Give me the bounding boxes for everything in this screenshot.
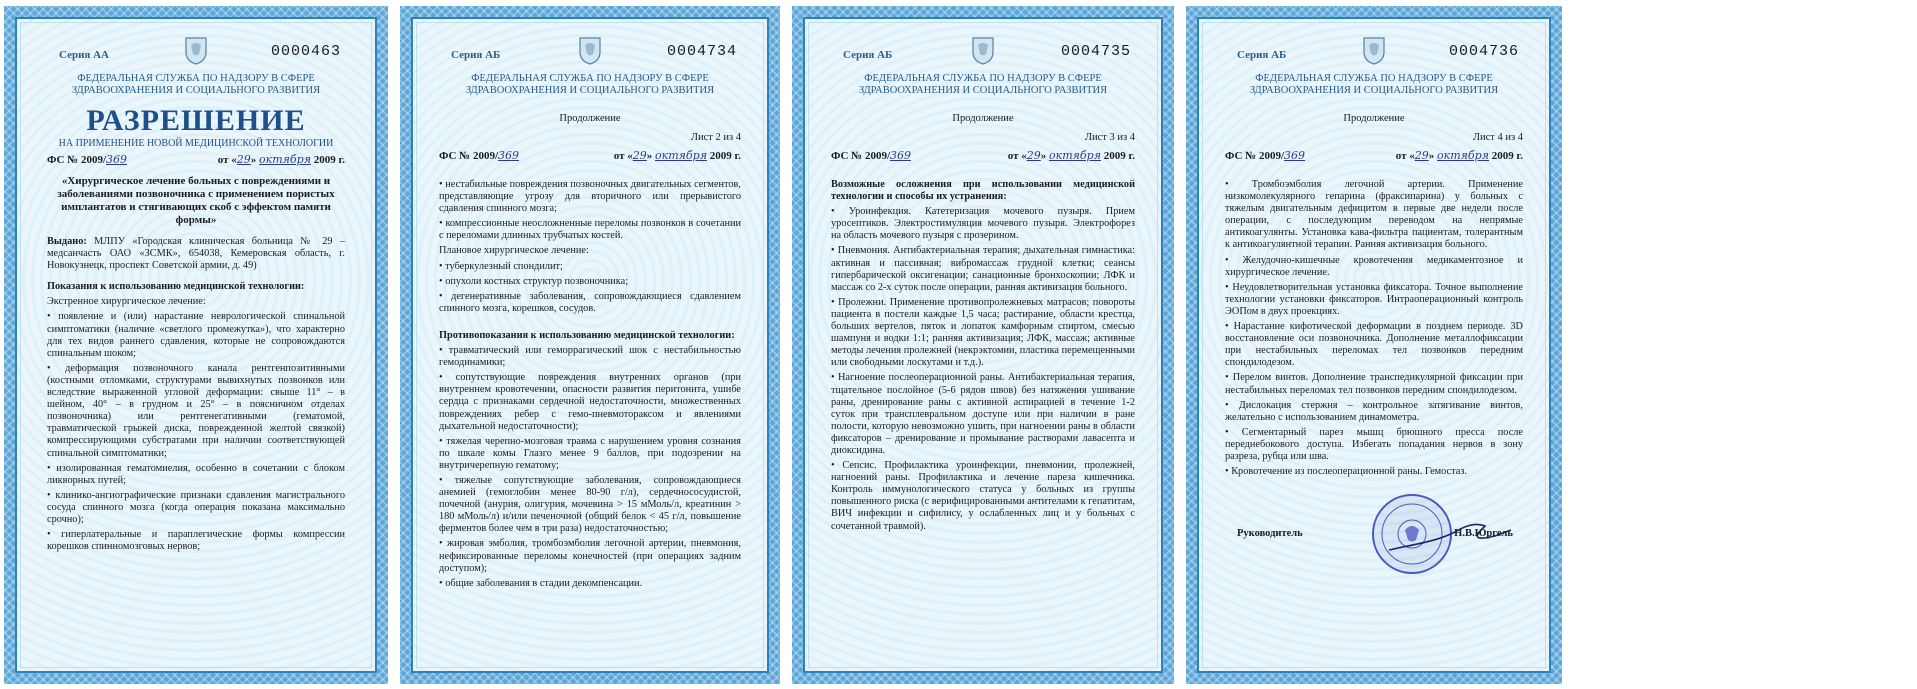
fs-number-handwritten: 369	[498, 149, 520, 162]
registration-line	[439, 149, 741, 165]
registration-line	[47, 153, 345, 169]
date-quote: »	[646, 150, 653, 162]
permit-sheet-2	[400, 6, 780, 684]
series-label: Серия АБ	[1237, 49, 1287, 61]
list-item: • Сегментарный парез мышц брюшного пресса после переднебокового доступа. Избегать попадания нервов в зону разреза, рубца или шва.	[1225, 427, 1523, 463]
form-number: 0004736	[1448, 43, 1519, 60]
list-item: • Нагноение послеоперационной раны. Антибактериальная терапия, тщательное послойное (5-6 рядов швов) без натяжения ушивание раны, дренирование раны с активной аспирацией в течение 1-2 суток при трансплевральном доступе или при наличии в ране полости, которую невозможно ушить, при нагноении раны в области фиксаторов – дренирование и промывание растворами лавасепта и диоксидина.	[831, 372, 1135, 457]
contraindications-title: Противопоказания к использованию медицинской технологии:	[439, 329, 735, 341]
date-day: 29	[1026, 149, 1041, 162]
coat-of-arms-icon	[183, 35, 209, 65]
list-item: • Кровотечение из послеоперационной раны. Гемостаз.	[1225, 466, 1523, 478]
list-item: • нестабильные повреждения позвоночных двигательных сегментов, представляющие угрозу для вторичного или прерывистого сдавления спинного мозга;	[439, 179, 741, 215]
date-month: октября	[655, 149, 707, 162]
permit-sheet-3	[792, 6, 1174, 684]
list-item: • тяжелые сопутствующие заболевания, сопровождающиеся анемией (гемоглобин менее 80-90 г/л), сердечнососудистой, почечной (анурия, олигурия, мочевина > 15 мМоль/л, креатинин > 180 мМоль/л) и/или печеночной (общий белок < 45 г/л, повышение ферментов более чем в три раза) недостаточностью;	[439, 475, 741, 535]
agency-name-line-2: ЗДРАВООХРАНЕНИЯ И СОЦИАЛЬНОГО РАЗВИТИЯ	[465, 85, 715, 96]
date-year: 2009 г.	[1103, 150, 1135, 162]
list-item: • опухоли костных структур позвоночника;	[439, 276, 741, 288]
list-item: • клинико-ангиографические признаки сдавления магистрального сосуда спинного мозга (когда операция показана максимально срочно);	[47, 490, 345, 526]
permit-sheet-1	[4, 6, 388, 684]
emergency-label: Экстренное хирургическое лечение:	[47, 296, 206, 308]
signer-name: Н.В.Юргель	[1454, 528, 1513, 540]
fs-prefix: ФС № 2009/	[831, 150, 891, 162]
date-month: октября	[259, 153, 311, 166]
coat-of-arms-icon	[970, 35, 996, 65]
form-number: 0000463	[270, 43, 341, 60]
fs-prefix: ФС № 2009/	[47, 154, 107, 166]
sheet-number: Лист 4 из 4	[1472, 132, 1523, 143]
continuation-label: Продолжение	[1343, 113, 1405, 124]
list-item: • Неудовлетворительная установка фиксатора. Точное выполнение технологии установки фиксаторов. Интраоперационный контроль ЭОПом в двух проекциях.	[1225, 282, 1523, 318]
date-day: 29	[236, 153, 251, 166]
coat-of-arms-icon	[577, 35, 603, 65]
date-quote: »	[1428, 150, 1435, 162]
list-item: • травматический или геморрагический шок с нестабильностью гемодинамики;	[439, 345, 741, 369]
form-number: 0004734	[666, 43, 737, 60]
issued-label: Выдано:	[47, 236, 87, 247]
list-item: • гиперлатеральные и параплегические формы компрессии корешков спинномозговых нервов;	[47, 529, 345, 553]
list-item: • сопутствующие повреждения внутренних органов (при внутреннем кровотечении, опасности развития перитонита, ушибе сердца с признаками сердечной недостаточности, множественных повреждениях ребер с гемо-пневмотораксом и явлениями дыхательной недостаточности);	[439, 372, 741, 432]
list-item: • дегенеративные заболевания, сопровождающиеся сдавлением спинного мозга, корешков, сосудов.	[439, 291, 741, 315]
list-item: • Тромбоэмболия легочной артерии. Применение низкомолекулярного гепарина (фраксипарина) у больных с тяжелым двигательным дефицитом в первые две недели после операции, с последующим переводом на непрямые антикоагулянты. Установка кава-фильтра пациентам, толерантным к антикоагулянтной терапии. Ранняя активизация больного.	[1225, 179, 1523, 252]
list-item: • Сепсис. Профилактика уроинфекции, пневмонии, пролежней, нагноений раны. Профилактика и лечение пареза кишечника. Контроль иммунологического статуса у больных из группы повышенного риска (с верифицированными антителами к гепатитам, ВИЧ инфекции и сифилису, у ослабленных лиц и у больных с сочетанной травмой).	[831, 460, 1135, 533]
list-item: • жировая эмболия, тромбоэмболия легочной артерии, пневмония, нефиксированные переломы конечностей (при операциях задним доступом);	[439, 538, 741, 574]
series-label: Серия АБ	[843, 49, 893, 61]
list-item: • изолированная гематомиелия, особенно в сочетании с блоком ликворных путей;	[47, 463, 345, 487]
fs-number-handwritten: 369	[890, 149, 912, 162]
date-month: октября	[1437, 149, 1489, 162]
permit-sheet-4	[1186, 6, 1562, 684]
list-item: • Уроинфекция. Катетеризация мочевого пузыря. Прием уросептиков. Электростимуляция мочевого пузыря. Электрофорез на область мочевого пузыря с прозерином.	[831, 206, 1135, 242]
list-item: • Дислокация стержня – контрольное затягивание винтов, желательно с использованием динамометра.	[1225, 400, 1523, 424]
indications-title: Показания к использованию медицинской технологии:	[47, 281, 305, 293]
date-year: 2009 г.	[313, 154, 345, 166]
agency-name-line-1: ФЕДЕРАЛЬНАЯ СЛУЖБА ПО НАДЗОРУ В СФЕРЕ	[1255, 73, 1493, 84]
list-item: • Желудочно-кишечные кровотечения медикаментозное и хирургическое лечение.	[1225, 255, 1523, 279]
date-prefix: от «	[217, 154, 237, 166]
list-item: • Нарастание кифотической деформации в позднем периоде. 3D восстановление оси позвоночника. Дополнение металлофиксации при нестабильных переломах тел позвонков передним спондилодезом.	[1225, 321, 1523, 369]
fs-prefix: ФС № 2009/	[439, 150, 499, 162]
list-item: • Перелом винтов. Дополнение транспедикулярной фиксации при нестабильных переломах тел позвонков передним спондилодезом.	[1225, 372, 1523, 396]
agency-name-line-1: ФЕДЕРАЛЬНАЯ СЛУЖБА ПО НАДЗОРУ В СФЕРЕ	[471, 73, 709, 84]
list-item: • Пролежни. Применение противопролежневых матрасов; повороты пациента в постели каждые 1,5 часа; растирание, области крестца, больших вертелов, пяток и лопаток камфорным спиртом, смесью шампуня и водки 1:1; ранняя активизация; ЛФК, массаж; активные методы лечения пролежней (некрэктомии, пластика перемещенными или свободными лоскутами и т.д.).	[831, 297, 1135, 370]
date-prefix: от «	[1395, 150, 1415, 162]
continuation-label: Продолжение	[952, 113, 1014, 124]
fs-number-handwritten: 369	[106, 153, 128, 166]
list-item: • компрессионные неосложненные переломы позвонков в сочетании с переломами длинных трубчатых костей.	[439, 218, 741, 242]
form-number: 0004735	[1060, 43, 1131, 60]
registration-line	[1225, 149, 1523, 165]
list-item: • появление и (или) нарастание неврологической спинальной симптоматики (наличие «светлого промежутка»), что характерно для тех видов раннего сдавления, которые не сопровождаются спинальным шоком;	[47, 311, 345, 359]
date-year: 2009 г.	[709, 150, 741, 162]
list-item: • деформация позвоночного канала рентгенпозитивными (костными отломками, структурами вывихнутых позвонков или вследствие выраженной угловой деформации: свыше 11° – в шейном, 40° – в грудном и 25° – в поясничном отделах позвоночника) или рентгенегативными (гематомой, травматической грыжей диска, поврежденной желтой связкой) компрессирующими субстратами при наличии соответствующей спинальной симптоматики;	[47, 363, 345, 460]
continuation-label: Продолжение	[559, 113, 621, 124]
document-subtitle: НА ПРИМЕНЕНИЕ НОВОЙ МЕДИЦИНСКОЙ ТЕХНОЛОГИИ	[58, 138, 334, 149]
date-quote: »	[250, 154, 257, 166]
technology-name: «Хирургическое лечение больных с повреждениями и заболеваниями позвоночника с применением пористых имплантатов и стягивающих скоб с эффектом памяти формы»	[57, 175, 335, 226]
date-quote: »	[1040, 150, 1047, 162]
date-prefix: от «	[613, 150, 633, 162]
list-item: • общие заболевания в стадии декомпенсации.	[439, 578, 741, 590]
agency-name-line-2: ЗДРАВООХРАНЕНИЯ И СОЦИАЛЬНОГО РАЗВИТИЯ	[71, 85, 321, 96]
agency-name-line-1: ФЕДЕРАЛЬНАЯ СЛУЖБА ПО НАДЗОРУ В СФЕРЕ	[864, 73, 1102, 84]
sheet-number: Лист 3 из 4	[1084, 132, 1135, 143]
agency-name-line-2: ЗДРАВООХРАНЕНИЯ И СОЦИАЛЬНОГО РАЗВИТИЯ	[858, 85, 1108, 96]
agency-name-line-1: ФЕДЕРАЛЬНАЯ СЛУЖБА ПО НАДЗОРУ В СФЕРЕ	[77, 73, 315, 84]
planned-title: Плановое хирургическое лечение:	[439, 245, 589, 257]
sheet-number: Лист 2 из 4	[690, 132, 741, 143]
date-prefix: от «	[1007, 150, 1027, 162]
document-title: РАЗРЕШЕНИЕ	[86, 104, 306, 137]
registration-line	[831, 149, 1135, 165]
list-item: • туберкулезный спондилит;	[439, 261, 741, 273]
list-item: • тяжелая черепно-мозговая травма с нарушением уровня сознания по шкале комы Глазго менее 9 баллов, при подозрении на внутричерепную гематому;	[439, 436, 741, 472]
fs-number-handwritten: 369	[1284, 149, 1306, 162]
signature-block	[1225, 502, 1523, 562]
coat-of-arms-icon	[1361, 35, 1387, 65]
signer-role: Руководитель	[1237, 528, 1303, 540]
series-label: Серия АА	[59, 49, 110, 61]
date-month: октября	[1049, 149, 1101, 162]
fs-prefix: ФС № 2009/	[1225, 150, 1285, 162]
series-label: Серия АБ	[451, 49, 501, 61]
date-year: 2009 г.	[1491, 150, 1523, 162]
issued-text: МЛПУ «Городская клиническая больница № 29 – медсанчасть ОАО «ЗСМК», 654038, Кемеровская область, г. Новокузнецк, проспект Советской армии, д. 49)	[47, 236, 345, 272]
date-day: 29	[1414, 149, 1429, 162]
complications-title: Возможные осложнения при использовании медицинской технологии и способы их устранения:	[831, 179, 1135, 203]
list-item: • Пневмония. Антибактериальная терапия; дыхательная гимнастика: активная и пассивная; вибромассаж грудной клетки; сеансы гипербарической оксигенации; санационные бронхоскопии; ЛФК и массаж со 2-х суток после операции, ранняя активизация больного.	[831, 245, 1135, 293]
date-day: 29	[632, 149, 647, 162]
agency-name-line-2: ЗДРАВООХРАНЕНИЯ И СОЦИАЛЬНОГО РАЗВИТИЯ	[1249, 85, 1499, 96]
